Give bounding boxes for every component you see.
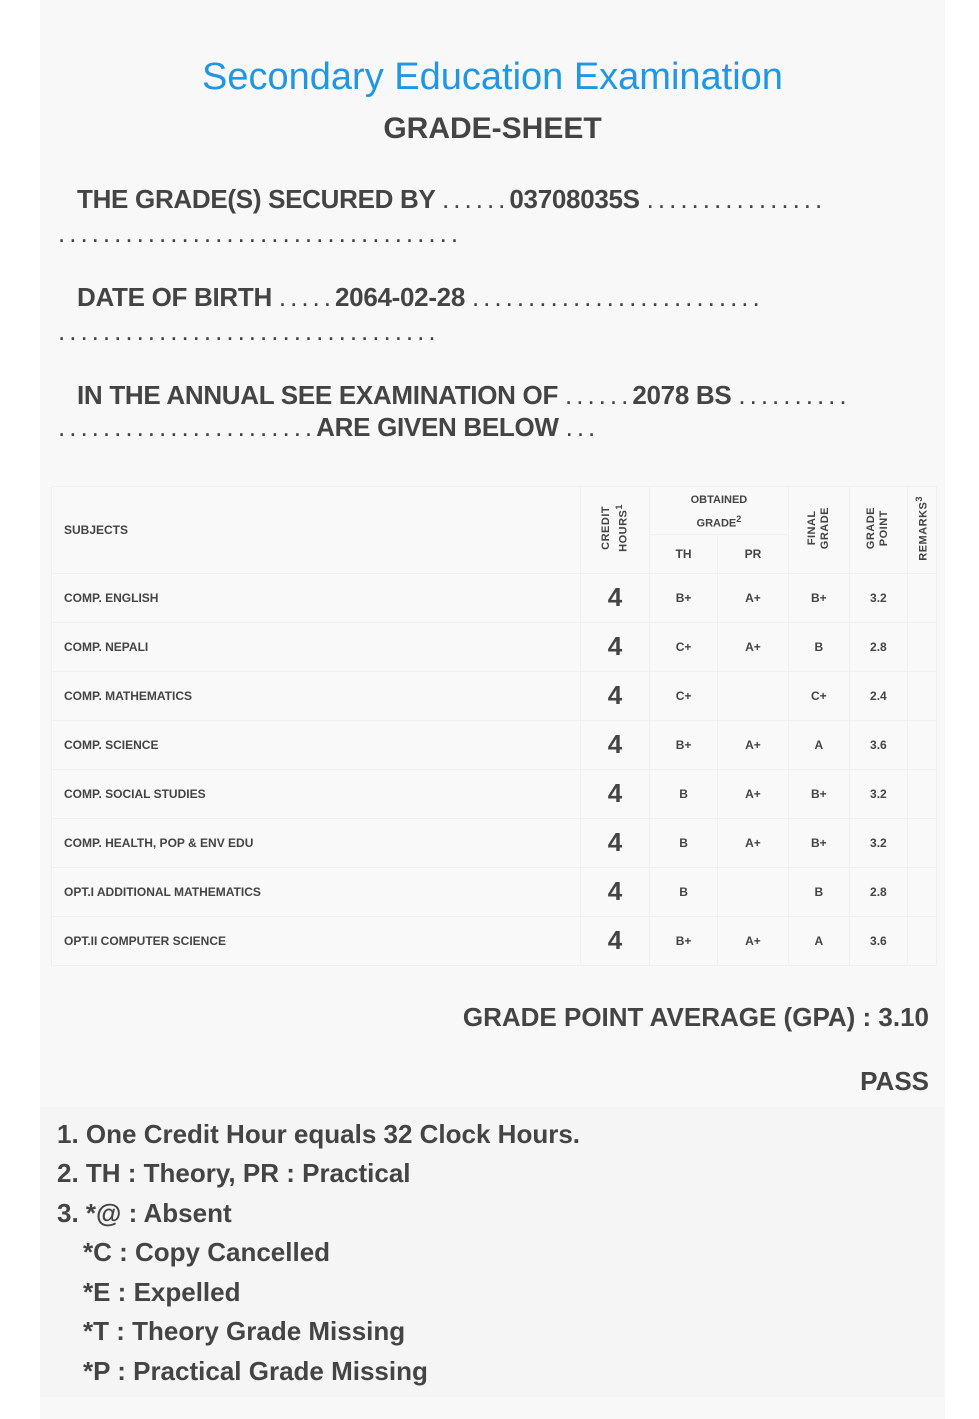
credit-cell: 4 [581, 720, 650, 769]
pr-grade-cell [718, 671, 789, 720]
col-final-grade: FINAL GRADE [788, 487, 849, 574]
pr-grade-cell: A+ [718, 720, 789, 769]
sheet-subtitle: GRADE-SHEET [383, 112, 602, 145]
note: *P : Practical Grade Missing [83, 1356, 428, 1386]
remarks-cell [907, 916, 936, 965]
credit-cell: 4 [581, 769, 650, 818]
table-row [52, 769, 937, 818]
given-below-line [58, 412, 928, 443]
exam-title: Secondary Education Examination [202, 56, 783, 98]
col-remarks: REMARKS$^3$ [907, 487, 936, 574]
col-grade-point: GRADE POINT [849, 487, 907, 574]
pr-grade-cell: A+ [718, 818, 789, 867]
final-grade-cell: C+ [788, 671, 849, 720]
grade-point-cell: 3.6 [849, 720, 907, 769]
exam-year: 2078 BS [632, 380, 732, 410]
dots-line [58, 218, 928, 249]
subject-cell: OPT.II COMPUTER SCIENCE [52, 916, 581, 965]
dots: .......................... [471, 282, 764, 312]
pr-grade-cell [718, 867, 789, 916]
grade-point-cell: 3.6 [849, 916, 907, 965]
note: 3. *@ : Absent [57, 1198, 232, 1228]
dots-line [58, 316, 928, 347]
final-grade-cell: A [788, 916, 849, 965]
subject-cell: COMP. HEALTH, POP & ENV EDU [52, 818, 581, 867]
dob-line [77, 282, 947, 313]
col-credit-hours: CREDIT HOURS$^1$ [581, 487, 650, 574]
grade-point-cell: 3.2 [849, 573, 907, 622]
note: 2. TH : Theory, PR : Practical [57, 1158, 411, 1188]
secured-label: THE GRADE(S) SECURED BY [77, 184, 436, 214]
exam-label: IN THE ANNUAL SEE EXAMINATION OF [77, 380, 559, 410]
subject-cell: COMP. NEPALI [52, 622, 581, 671]
th-grade-cell: B+ [650, 720, 718, 769]
final-grade-cell: B+ [788, 769, 849, 818]
pr-grade-cell: A+ [718, 916, 789, 965]
remarks-cell [907, 818, 936, 867]
grade-point-cell: 2.4 [849, 671, 907, 720]
grade-point-cell: 3.2 [849, 769, 907, 818]
exam-line [77, 380, 947, 411]
remarks-cell [907, 769, 936, 818]
col-subjects: SUBJECTS [52, 487, 581, 574]
grade-point-cell: 3.2 [849, 818, 907, 867]
table-row [52, 671, 937, 720]
note: *E : Expelled [83, 1277, 241, 1307]
th-grade-cell: B [650, 818, 718, 867]
dots: .................................. [58, 316, 440, 346]
table-row [52, 720, 937, 769]
final-grade-cell: B+ [788, 818, 849, 867]
pr-grade-cell: A+ [718, 769, 789, 818]
grades-table [51, 486, 937, 966]
col-obtained-grade: OBTAINED GRADE$^2$ [650, 487, 789, 535]
col-th: TH [650, 534, 718, 573]
remarks-cell [907, 867, 936, 916]
credit-cell: 4 [581, 671, 650, 720]
notes [40, 1107, 945, 1397]
dots: ................ [646, 184, 827, 214]
th-grade-cell: C+ [650, 622, 718, 671]
final-grade-cell: B [788, 867, 849, 916]
grade-sheet [40, 0, 945, 1419]
dots: ..... [278, 282, 335, 312]
dob-value: 2064-02-28 [335, 282, 465, 312]
th-grade-cell: B [650, 867, 718, 916]
result-status: PASS [860, 1066, 929, 1096]
subject-cell: COMP. SCIENCE [52, 720, 581, 769]
credit-cell: 4 [581, 622, 650, 671]
credit-cell: 4 [581, 573, 650, 622]
grade-point-cell: 2.8 [849, 622, 907, 671]
subject-cell: OPT.I ADDITIONAL MATHEMATICS [52, 867, 581, 916]
dots: ...... [442, 184, 510, 214]
col-pr: PR [718, 534, 789, 573]
secured-by-line [77, 184, 947, 215]
subject-cell: COMP. SOCIAL STUDIES [52, 769, 581, 818]
dots: ....................... [58, 412, 317, 442]
remarks-cell [907, 671, 936, 720]
credit-cell: 4 [581, 818, 650, 867]
dob-label: DATE OF BIRTH [77, 282, 272, 312]
credit-cell: 4 [581, 867, 650, 916]
dots: ...... [565, 380, 633, 410]
subject-cell: COMP. ENGLISH [52, 573, 581, 622]
grade-point-cell: 2.8 [849, 867, 907, 916]
table-row [52, 867, 937, 916]
th-grade-cell: B+ [650, 573, 718, 622]
dots: .................................... [58, 218, 463, 248]
final-grade-cell: A [788, 720, 849, 769]
remarks-cell [907, 622, 936, 671]
note: *T : Theory Grade Missing [83, 1316, 406, 1346]
final-grade-cell: B [788, 622, 849, 671]
pr-grade-cell: A+ [718, 622, 789, 671]
note: *C : Copy Cancelled [83, 1237, 331, 1267]
table-row [52, 573, 937, 622]
remarks-cell [907, 573, 936, 622]
table-row [52, 622, 937, 671]
table-row [52, 916, 937, 965]
symbol-number: 03708035S [509, 184, 640, 214]
table-row [52, 818, 937, 867]
credit-cell: 4 [581, 916, 650, 965]
note: 1. One Credit Hour equals 32 Clock Hours. [57, 1119, 581, 1149]
subject-cell: COMP. MATHEMATICS [52, 671, 581, 720]
gpa: GRADE POINT AVERAGE (GPA) : 3.10 [462, 1002, 929, 1032]
pr-grade-cell: A+ [718, 573, 789, 622]
final-grade-cell: B+ [788, 573, 849, 622]
dots: .......... [738, 380, 851, 410]
remarks-cell [907, 720, 936, 769]
dots: ... [565, 412, 600, 442]
given-below: ARE GIVEN BELOW [316, 412, 559, 442]
th-grade-cell: B+ [650, 916, 718, 965]
th-grade-cell: B [650, 769, 718, 818]
th-grade-cell: C+ [650, 671, 718, 720]
